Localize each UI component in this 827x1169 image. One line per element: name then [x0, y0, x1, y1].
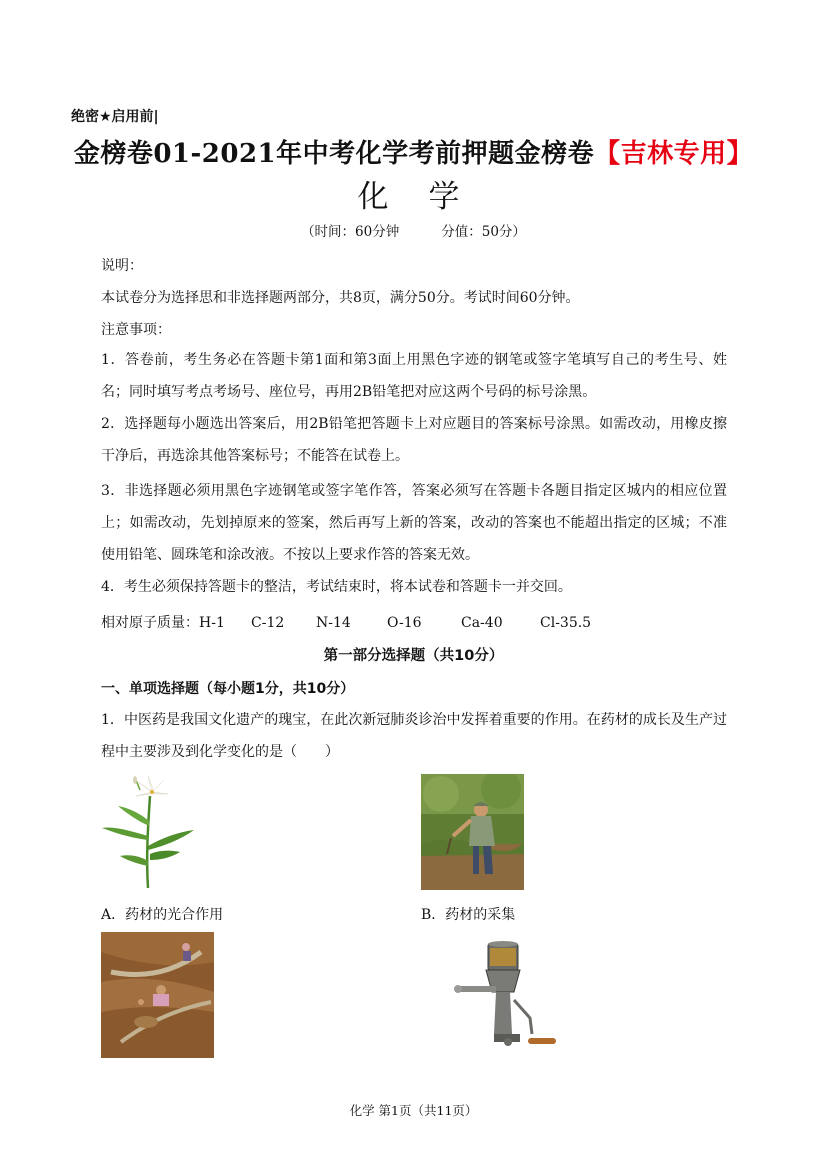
- notice-item-4: 4．考生必须保持答题卡的整洁，考试结束时，将本试卷和答题卡一并交回。: [101, 579, 572, 595]
- instructions-label: 说明：: [101, 258, 143, 274]
- notice-label: 注意事项：: [101, 322, 171, 338]
- herb-harvest-image: [421, 774, 524, 890]
- atomic-mass-n: N-14: [316, 615, 351, 631]
- page-title: [0, 133, 827, 170]
- herb-grinder-image: [450, 938, 560, 1050]
- page-footer: 化学 第1页（共11页）: [349, 1103, 478, 1118]
- section-heading: 一、单项选择题（每小题1分，共10分）: [101, 681, 355, 697]
- subject-heading: 化学: [357, 179, 500, 215]
- title-region-tag: 【吉林专用】: [594, 139, 754, 169]
- option-a: A．药材的光合作用: [101, 907, 224, 923]
- score-info: 分值：50分）: [441, 224, 526, 240]
- time-score-line: [0, 220, 827, 240]
- notice-item-1: 1．答卷前，考生务必在答题卡第1面和第3面上用黑色字迹的钢笔或签字笔填写自己的考生号、姓名；同时填写考点考场号、座位号，再用2B铅笔把对应这两个号码的标号涂黑。: [101, 352, 727, 400]
- atomic-mass-o: O-16: [387, 615, 422, 631]
- title-main: 金榜卷01-2021年中考化学考前押题金榜卷: [73, 139, 595, 169]
- part-one-title: 第一部分选择题（共10分）: [323, 648, 504, 664]
- option-b: B．药材的采集: [421, 907, 516, 923]
- herb-drying-image: [101, 932, 214, 1058]
- notice-item-3: 3．非选择题必须用黑色字迹钢笔或签字笔作答，答案必须写在答题卡各题目指定区城内的相应位置上；如需改动，先划掉原来的签案，然后再写上新的答案，改动的答案也不能超出指定的区城；不准使用铅笔、圆珠笔和涂改液。不按以上要求作答的答案无效。: [101, 483, 727, 563]
- question-1: 1．中医药是我国文化遗产的瑰宝，在此次新冠肺炎诊治中发挥着重要的作用。在药材的成长及生产过程中主要涉及到化学变化的是（ ）: [101, 712, 727, 760]
- atomic-mass-label: 相对原子质量：: [101, 615, 199, 631]
- atomic-mass-line: [101, 612, 591, 632]
- notice-item-2: 2．选择题每小题选出答案后，用2B铅笔把答题卡上对应题目的答案标号涂黑。如需改动，用橡皮擦干净后，再选涂其他答案标号；不能答在试卷上。: [101, 416, 727, 464]
- atomic-mass-ca: Ca-40: [461, 615, 503, 631]
- atomic-mass-cl: Cl-35.5: [540, 615, 592, 631]
- atomic-mass-h: H-1: [199, 615, 225, 631]
- lily-plant-image: [100, 776, 196, 890]
- confidential-label: 绝密★启用前|: [71, 109, 159, 125]
- atomic-mass-c: C-12: [251, 615, 285, 631]
- instructions-intro: 本试卷分为选择思和非选择题两部分，共8页，满分50分。考试时间60分钟。: [101, 290, 580, 306]
- time-info: （时间：60分钟: [301, 224, 400, 240]
